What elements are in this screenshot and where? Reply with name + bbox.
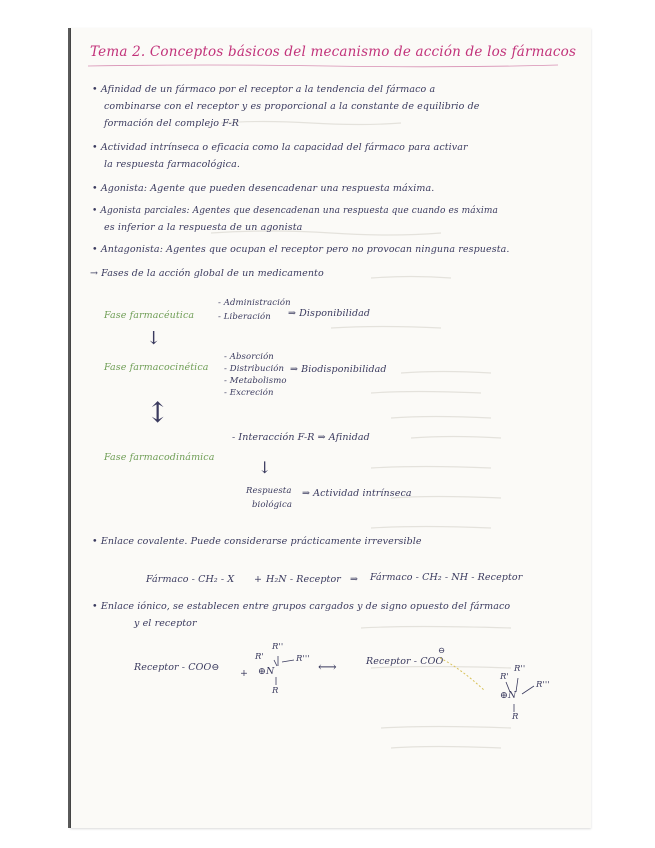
intrinsic-activity-result: ⇒ Actividad intrínseca [302,488,412,499]
down-arrow-icon: ↓ [146,328,162,349]
covalent-arrow: ⇒ [350,574,359,585]
ionic-product-r3: R''' [536,680,550,690]
bullet-partial-agonist-line1: • Agonista parciales: Agentes que desencadenan una respuesta que cuando es máxima [92,206,498,216]
phases-heading: → Fases de la acción global de un medicamento [90,268,324,279]
ionic-ammonium: ⊕N [258,666,275,677]
ionic-receptor-product: Receptor - COO [366,656,444,667]
ionic-bond-lines [262,650,302,690]
ionic-equilibrium-arrow: ⟷ [318,660,337,675]
covalent-bond-text: • Enlace covalente. Puede considerarse prácticamente irreversible [92,536,422,547]
phase-pharmacokinetic-item: - Distribución [224,364,285,374]
covalent-plus: + [254,574,263,585]
ionic-substituent-r3: R''' [296,654,310,664]
bullet-affinity-line3: formación del complejo F-R [104,118,240,129]
ionic-bond-text-line1: • Enlace iónico, se establecen entre grupos cargados y de signo opuesto del fármaco [92,601,511,612]
ionic-product-r1: R' [500,672,509,682]
phase-pharmacokinetic-item: - Absorción [224,352,274,362]
updown-arrow-icon: ↕ [146,396,170,429]
ionic-product-r: R [512,712,519,722]
covalent-reactant-2: H₂N - Receptor [266,574,341,585]
phase-pharmaceutical-item: - Liberación [218,312,271,322]
phase-pharmacokinetic-result: ⇒ Biodisponibilidad [290,364,387,375]
bullet-affinity-line1: • Afinidad de un fármaco por el receptor a la tendencia del fármaco a [92,84,436,95]
covalent-reactant-1: Fármaco - CH₂ - X [146,574,235,585]
biological-response-line1: Respuesta [246,486,292,496]
phase-pharmacodynamic-label: Fase farmacodinámica [104,452,215,463]
ionic-plus: + [240,668,249,679]
down-arrow-icon: ↓ [258,458,272,477]
ionic-product-r2: R'' [514,664,526,674]
bullet-affinity-line2: combinarse con el receptor y es proporcional a la constante de equilibrio de [104,101,480,112]
phase-pharmacokinetic-item: - Metabolismo [224,376,287,386]
ionic-product-bond-lines [498,672,542,716]
bullet-antagonist: • Antagonista: Agentes que ocupan el receptor pero no provocan ninguna respuesta. [92,244,510,255]
phase-pharmaceutical-item: - Administración [218,298,291,308]
ionic-bond-text-line2: y el receptor [134,618,197,629]
ionic-receptor-carboxylate: Receptor - COO⊖ [134,662,220,673]
page-title: Tema 2. Conceptos básicos del mecanismo de acción de los fármacos [90,44,577,60]
ionic-substituent-r: R [272,686,279,696]
ionic-substituent-r2: R'' [272,642,284,652]
phase-pharmaceutical-label: Fase farmacéutica [104,310,195,321]
bullet-activity-line2: la respuesta farmacológica. [104,159,240,170]
interaction-fr-affinity: - Interacción F-R ⇒ Afinidad [232,432,370,443]
bullet-partial-agonist-line2: es inferior a la respuesta de un agonista [104,222,303,233]
covalent-product: Fármaco - CH₂ - NH - Receptor [370,572,523,583]
ionic-substituent-r1: R' [255,652,264,662]
ionic-negative-charge: ⊖ [438,646,446,656]
bullet-agonist: • Agonista: Agente que pueden desencadenar una respuesta máxima. [92,183,435,194]
biological-response-line2: biológica [252,500,293,510]
phase-pharmaceutical-result: ⇒ Disponibilidad [288,308,371,319]
bullet-activity-line1: • Actividad intrínseca o eficacia como la capacidad del fármaco para activar [92,142,468,153]
phase-pharmacokinetic-item: - Excreción [224,388,274,398]
ionic-interaction-dotted-line [440,656,500,696]
ionic-product-ammonium: ⊕N [500,690,517,701]
phase-pharmacokinetic-label: Fase farmacocinética [104,362,209,373]
title-underline [88,64,558,68]
